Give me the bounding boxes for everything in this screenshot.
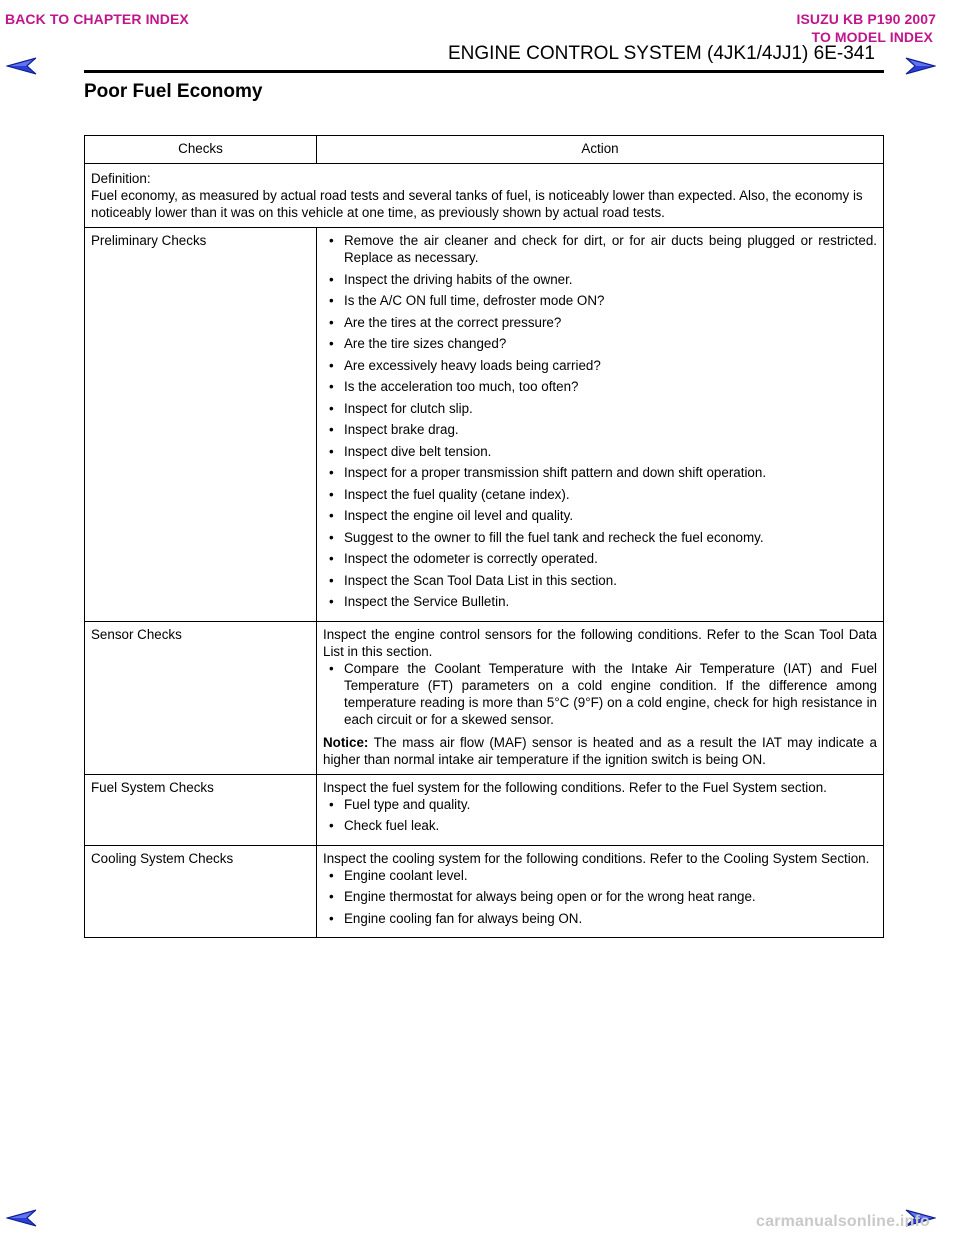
diagnostic-table [84,135,884,938]
list-item: • Inspect the Scan Tool Data List in this section. [323,572,877,589]
back-to-chapter-index-link[interactable]: BACK TO CHAPTER INDEX [5,11,189,27]
list-item: • Remove the air cleaner and check for dirt, or for air ducts being plugged or restricted. Replace as necessary. [323,232,877,266]
arrow-left-icon[interactable] [6,1207,38,1229]
list-item: • Is the acceleration too much, too often? [323,378,877,395]
notice-label: Notice: [323,734,369,750]
header-action: Action [317,136,884,164]
definition-cell [85,164,884,228]
sensor-intro: Inspect the engine control sensors for the following conditions. Refer to the Scan Tool Data List in this section. [323,626,877,659]
list-item: • Engine thermostat for always being open or for the wrong heat range. [323,888,877,905]
cooling-intro: Inspect the cooling system for the following conditions. Refer to the Cooling System Section. [323,850,870,866]
list-item: • Engine cooling fan for always being ON. [323,910,877,927]
page-heading: Poor Fuel Economy [84,81,263,102]
list-item: • Are the tires at the correct pressure? [323,314,877,331]
cooling-list [323,867,877,927]
list-item: • Are the tire sizes changed? [323,335,877,352]
list-item: • Inspect the odometer is correctly operated. [323,550,877,567]
header-checks: Checks [85,136,317,164]
action-sensor [317,621,884,774]
action-cooling [317,845,884,938]
table-row [85,621,884,774]
list-item: • Compare the Coolant Temperature with the Intake Air Temperature (IAT) and Fuel Temperature (FT) parameters on a cold engine condition. If the difference among temperature reading is more than 5°C (9°F) on a cold engine, check for high resistance in each circuit or for a skewed sensor. [323,660,877,728]
model-title-link[interactable]: ISUZU KB P190 2007 [796,11,936,27]
list-item: • Inspect the Service Bulletin. [323,593,877,610]
table-header-row [85,136,884,164]
list-item: • Engine coolant level. [323,867,877,884]
preliminary-list [323,232,877,610]
check-cooling: Cooling System Checks [85,845,317,938]
header-title: ENGINE CONTROL SYSTEM (4JK1/4JJ1) 6E-341 [448,43,875,64]
arrow-right-icon[interactable] [904,55,936,77]
watermark: carmanualsonline.info [756,1213,931,1230]
list-item: • Inspect for a proper transmission shift pattern and down shift operation. [323,464,877,481]
definition-label: Definition: [91,171,151,186]
check-fuel: Fuel System Checks [85,774,317,845]
action-fuel [317,774,884,845]
sensor-list [323,660,877,728]
list-item: • Inspect brake drag. [323,421,877,438]
check-preliminary: Preliminary Checks [85,228,317,622]
list-item: • Inspect for clutch slip. [323,400,877,417]
arrow-left-icon[interactable] [6,55,38,77]
header-rule [84,70,884,73]
fuel-list [323,796,877,835]
table-row [85,774,884,845]
list-item: • Fuel type and quality. [323,796,877,813]
action-preliminary [317,228,884,622]
definition-row [85,164,884,228]
list-item: • Inspect the driving habits of the owner. [323,271,877,288]
list-item: • Check fuel leak. [323,817,877,834]
list-item: • Suggest to the owner to fill the fuel tank and recheck the fuel economy. [323,529,877,546]
list-item: • Inspect the engine oil level and quality. [323,507,877,524]
table-row [85,228,884,622]
list-item: • Inspect the fuel quality (cetane index). [323,486,877,503]
sensor-notice [323,734,877,768]
check-sensor: Sensor Checks [85,621,317,774]
list-item: • Inspect dive belt tension. [323,443,877,460]
definition-text: Fuel economy, as measured by actual road tests and several tanks of fuel, is noticeably lower than expected. Also, the economy is noticeably lower than it was on this vehicle at one time, as previously shown by actual road tests. [91,188,863,220]
to-model-index-link[interactable]: TO MODEL INDEX [811,29,933,45]
list-item: • Is the A/C ON full time, defroster mode ON? [323,292,877,309]
list-item: • Are excessively heavy loads being carried? [323,357,877,374]
notice-text: The mass air flow (MAF) sensor is heated and as a result the IAT may indicate a higher than normal intake air temperature if the ignition switch is being ON. [323,734,877,767]
table-row [85,845,884,938]
fuel-intro: Inspect the fuel system for the following conditions. Refer to the Fuel System section. [323,779,827,795]
